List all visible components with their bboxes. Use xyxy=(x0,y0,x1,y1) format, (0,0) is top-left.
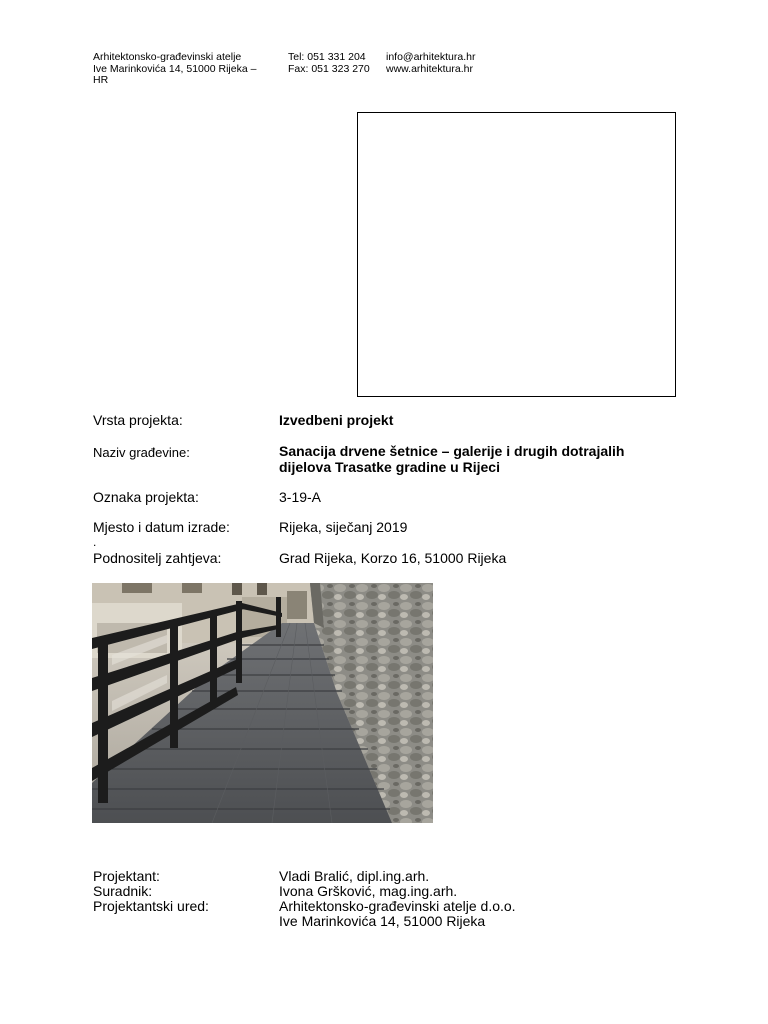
designer-value: Vladi Bralić, dipl.ing.arh. xyxy=(279,868,430,884)
project-type-value: Izvedbeni projekt xyxy=(279,412,394,428)
company-address-line2: HR xyxy=(93,74,109,86)
office-value-line1: Arhitektonsko-građevinski atelje d.o.o. xyxy=(279,898,516,914)
building-name-value-line2: dijelova Trasatke gradine u Rijeci xyxy=(279,459,500,475)
stamp-box xyxy=(357,112,676,397)
project-type-label: Vrsta projekta: xyxy=(93,412,183,428)
place-date-value: Rijeka, siječanj 2019 xyxy=(279,519,408,535)
project-code-label: Oznaka projekta: xyxy=(93,489,199,505)
company-block xyxy=(93,52,256,87)
contact-web-block xyxy=(386,52,475,75)
company-address-line1: Ive Marinkovića 14, 51000 Rijeka – xyxy=(93,62,257,75)
phone-number: Tel: 051 331 204 xyxy=(288,51,366,63)
designer-label: Projektant: xyxy=(93,868,160,884)
company-name: Arhitektonsko-građevinski atelje xyxy=(93,51,242,63)
contact-phone-block xyxy=(288,52,370,75)
walkway-photo xyxy=(92,583,433,823)
building-name-value-line1: Sanacija drvene šetnice – galerije i drugih dotrajalih xyxy=(279,443,625,459)
office-value-line2: Ive Marinkovića 14, 51000 Rijeka xyxy=(279,913,486,929)
fax-number: Fax: 051 323 270 xyxy=(288,62,370,75)
associate-label: Suradnik: xyxy=(93,883,153,899)
applicant-label: Podnositelj zahtjeva: xyxy=(93,550,222,566)
building-name-label: Naziv građevine: xyxy=(93,445,190,460)
office-label: Projektantski ured: xyxy=(93,898,209,914)
place-date-label: Mjesto i datum izrade: xyxy=(93,519,230,535)
associate-value: Ivona Gršković, mag.ing.arh. xyxy=(279,883,458,899)
applicant-value: Grad Rijeka, Korzo 16, 51000 Rijeka xyxy=(279,550,507,566)
project-code-value: 3-19-A xyxy=(279,489,322,505)
email-link[interactable]: info@arhitektura.hr xyxy=(386,51,476,63)
stray-dot: . xyxy=(93,535,97,549)
website-link[interactable]: www.arhitektura.hr xyxy=(386,62,473,75)
